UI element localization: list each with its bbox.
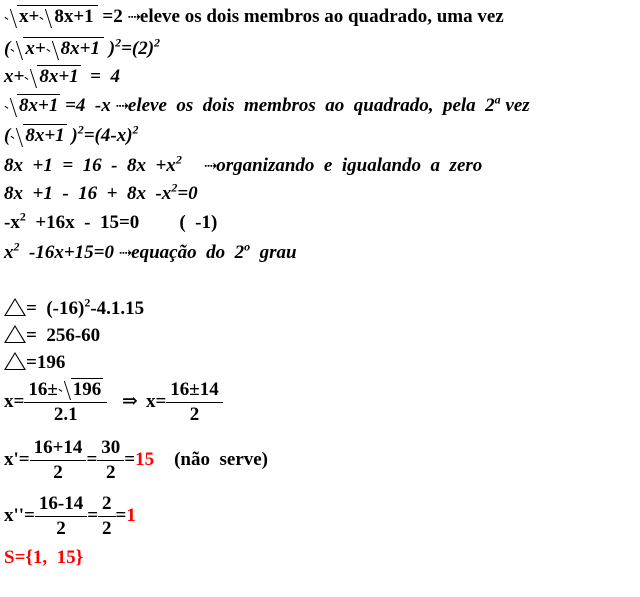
- solution-set: S={1, 15}: [4, 547, 84, 568]
- implies-icon: ⇒: [122, 390, 138, 412]
- fraction: $\frac{2}{2}$: [98, 492, 116, 541]
- root-result: 1: [126, 504, 136, 526]
- equation-line-6: $8x +1 = 16 - 8x +x^2$ ⇢organizando e igualando a zero: [4, 152, 483, 176]
- equation-line-9: $x^2$ -16x+15=0 ⇢equação do 2$^o$ grau: [4, 239, 297, 263]
- square-root: x+ 8x+1: [11, 38, 104, 60]
- dotted-arrow-icon: ⇢: [115, 98, 128, 115]
- fraction: $\frac{16+14}{2}$: [30, 436, 87, 485]
- delta-triangle-icon: [4, 325, 26, 343]
- square-root: 8x+1: [5, 95, 60, 117]
- instruction-note: eleve os dois membros ao quadrado, pela 2: [127, 95, 495, 116]
- instruction-note: eleve os dois membros ao quadrado, uma vez: [139, 6, 504, 27]
- delta-line-2: = 256-60: [4, 325, 100, 347]
- dotted-arrow-icon: ⇢: [127, 9, 140, 26]
- equation-line-2: ( x+ 8x+1 )$^2=(2)^2$: [4, 35, 161, 59]
- root-note: (não serve): [174, 448, 269, 470]
- equation-line-3: x+ 8x+1 = 4: [4, 66, 120, 87]
- inner-square-root: 8x+1: [47, 38, 102, 60]
- square-root: 196: [59, 378, 104, 402]
- square-root: x+ 8x+1: [5, 6, 98, 28]
- square-root: 8x+1: [25, 66, 80, 88]
- first-root-line: x'= $\frac{16+14}{2}$ = $\frac{30}{2}$ =15 (não serve): [4, 437, 269, 483]
- delta-triangle-icon: [4, 298, 26, 316]
- fraction: $\frac{16-14}{2}$: [35, 492, 87, 541]
- instruction-note: equação do 2: [131, 242, 245, 263]
- fraction: $\frac{16\pm 14}{2}$: [166, 378, 222, 427]
- equation-line-8: $-x^2 +16x - 15=0$ ( -1): [4, 209, 218, 233]
- fraction: $\frac{30}{2}$: [97, 436, 124, 485]
- delta-triangle-icon: [4, 352, 26, 370]
- instruction-note: organizando e igualando a zero: [216, 155, 483, 176]
- equation-line-1: x+ 8x+1 =2 ⇢eleve os dois membros ao quadrado, uma vez: [4, 6, 504, 29]
- dotted-arrow-icon: ⇢: [118, 245, 132, 262]
- second-root-line: x''= $\frac{16-14}{2}$ = $\frac{2}{2}$ =1: [4, 493, 136, 539]
- dotted-arrow-icon: ⇢: [203, 158, 217, 175]
- equation-line-7: 8x +1 - 16 + 8x $-x^2=0$: [4, 180, 198, 204]
- fraction: 16± 196 2.1: [24, 378, 107, 427]
- delta-line-1: = $(-16)^2-4.1.15$: [4, 298, 144, 320]
- square-root: 8x+1: [11, 125, 66, 147]
- bhaskara-formula-line: x= 16± 196 2.1 ⇒ x= $\frac{16\pm 14}{2}$: [4, 378, 223, 427]
- inner-square-root: 8x+1: [40, 6, 95, 28]
- delta-line-3: =196: [4, 352, 65, 374]
- root-result: 15: [135, 448, 155, 470]
- equation-line-4: 8x+1 =4 -x ⇢eleve os dois membros ao quadrado, pela 2$^a$ vez: [4, 95, 530, 118]
- equation-line-5: ( 8x+1 )$^2=(4-x)^2$: [4, 122, 139, 146]
